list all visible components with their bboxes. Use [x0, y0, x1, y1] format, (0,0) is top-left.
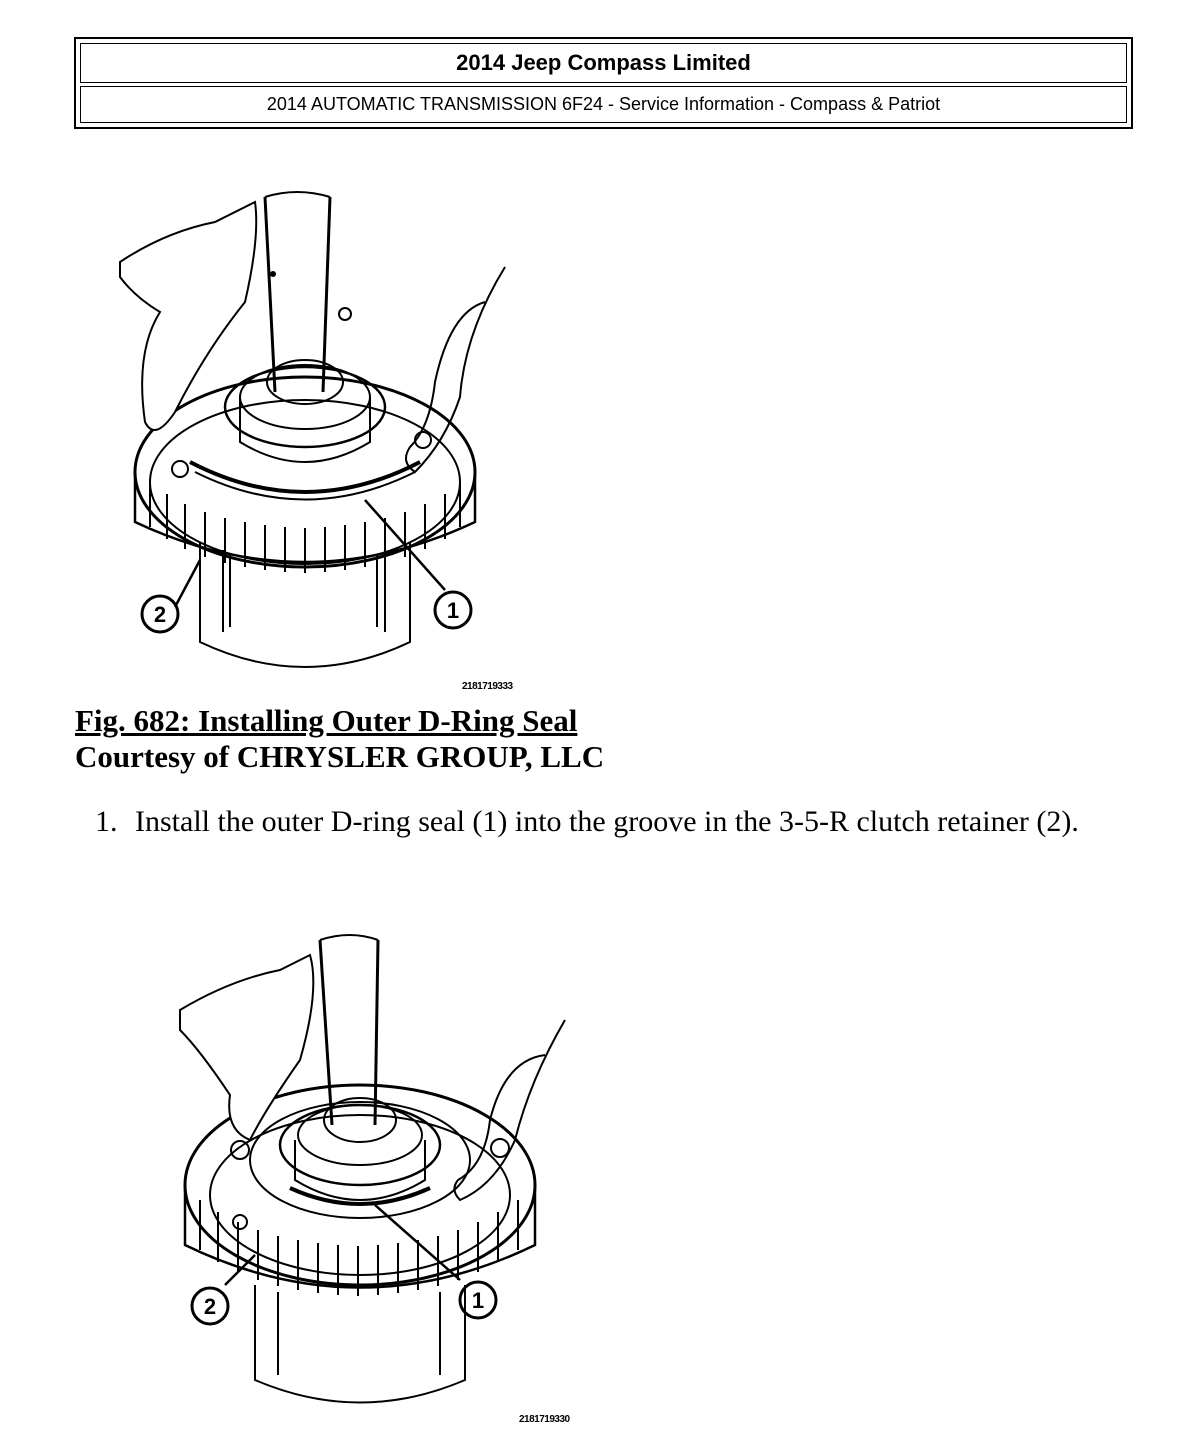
document-title: 2014 Jeep Compass Limited	[80, 43, 1127, 83]
figure-1-callout-1: 1	[446, 598, 460, 623]
step-number: 1.	[95, 805, 118, 838]
figure-1-caption-title: Fig. 682: Installing Outer D-Ring Seal	[75, 703, 578, 738]
figure-1-callout-2: 2	[153, 602, 167, 627]
figure-1-image-id: 2181719333	[462, 681, 513, 692]
figure-2-image-id: 2181719330	[519, 1414, 570, 1425]
figure-1-caption-courtesy: Courtesy of CHRYSLER GROUP, LLC	[75, 739, 605, 774]
step-text: Install the outer D-ring seal (1) into the groove in the 3-5-R clutch retainer (2).	[135, 805, 1079, 838]
figure-1-illustration	[105, 182, 525, 702]
figure-2-callout-1: 1	[471, 1288, 485, 1313]
figure-1-caption	[75, 703, 604, 775]
procedure-step	[95, 804, 1105, 840]
document-subtitle: 2014 AUTOMATIC TRANSMISSION 6F24 - Service Information - Compass & Patriot	[80, 86, 1127, 123]
figure-2-callout-2: 2	[203, 1294, 217, 1319]
document-header	[74, 37, 1133, 129]
figure-2-illustration	[160, 930, 580, 1435]
